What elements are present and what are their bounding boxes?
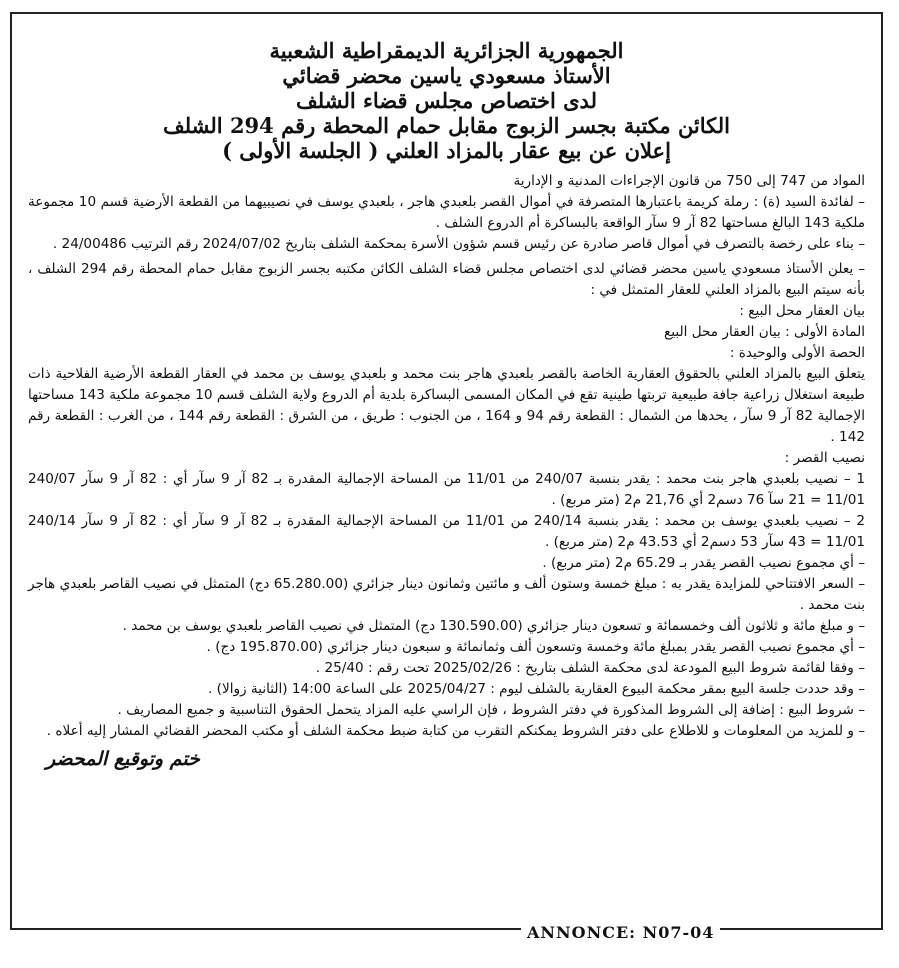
announcement-header [28,38,865,163]
announcement-title: إعلان عن بيع عقار بالمزاد العلني ( الجلسة الأولى ) [222,138,671,163]
total-price: – أي مجموع نصيب القصر يقدر بمبلغ مائة وخمسة وتسعون ألف وثمانمائة و سبعون دينار جزائري (195.870.00 دج) . [206,639,865,655]
announcement-body [28,171,865,742]
opening-price: – السعر الافتتاحي للمزايدة يقدر به : مبلغ خمسة وستون ألف و مائتين وثمانون دينار جزائري (65.280.00 دج) المتمثل في نصيب القاصر بلعبدي هاجر بنت محمد . [28,576,865,613]
office-address: الكائن مكتبة بجسر الزبوج مقابل حمام المحطة رقم 294 الشلف [162,113,731,138]
property-heading: بيان العقار محل البيع : [739,303,865,319]
more-info: – و للمزيد من المعلومات و للاطلاع على دفتر الشروط يمكنكم التقرب من كتابة ضبط محكمة الشلف أو مكتب المحضر القضائي المشار إليه أعلاه . [46,723,865,739]
announcement-paragraph: – يعلن الأستاذ مسعودي ياسين محضر قضائي لدى اختصاص مجلس قضاء الشلف الكائن مكتبه بجسر الزبوج مقابل حمام المحطة رقم 294 الشلف ، بأنه سيتم البيع بالمزاد العلني للعقار المتمثل في : [28,261,865,298]
lot-heading: الحصة الأولى والوحيدة : [729,345,865,361]
sale-conditions: – شروط البيع : إضافة إلى الشروط المذكورة في دفتر الشروط ، فإن الراسي عليه المزاد يتحمل الحقوق التناسبية و جميع المصاريف . [117,702,865,718]
share-youcef: 2 – نصيب بلعبدي يوسف بن محمد : يقدر بنسبة 240/14 من 11/01 من المساحة الإجمالية المقدرة بـ 82 آر 9 سآر أي : 82 آر 9 سآر 240/14 11/01 = 43 سآر 53 دسم2 أي 43.53 م2 (متر مربع) . [28,513,865,550]
auction-session: – وقد حددت جلسة البيع بمقر محكمة البيوع العقارية بالشلف ليوم : 2025/04/27 على الساعة 14:00 (الثانية زوالا) . [208,681,865,697]
minors-share-heading: نصيب القصر : [784,450,865,466]
total-area: – أي مجموع نصيب القصر يقدر بـ 65.29 م2 (متر مربع) . [542,555,865,571]
beneficiary-paragraph: – لفائدة السيد (ة) : رملة كريمة باعتبارها المتصرفة في أموال القصر بلعبدي هاجر ، بلعبدي يوسف في نصيبيهما من القطعة الأرضية قسم 10 مجموعة ملكية 143 البالغ مساحتها 82 آر 9 سآر الواقعة بالبساكرة أم الدروع الشلف . [28,194,865,231]
share-hajer: 1 – نصيب بلعبدي هاجر بنت محمد : يقدر بنسبة 240/07 من 11/01 من المساحة الإجمالية المقدرة بـ 82 آر 9 سآر أي : 82 آر 9 سآر 240/07 11/01 = 21 سآ 76 دسم2 أي 21,76 م2 (متر مربع) . [28,471,865,508]
signature: ختم وتوقيع المحضر [46,748,200,770]
authorization-paragraph: – بناء على رخصة بالتصرف في أموال قاصر صادرة عن رئيس قسم شؤون الأسرة بمحكمة الشلف بتاريخ 2024/07/02 رقم الترتيب 24/00486 . [52,236,865,252]
article-one: المادة الأولى : بيان العقار محل البيع [664,324,865,340]
property-description: يتعلق البيع بالمزاد العلني بالحقوق العقارية الخاصة بالقصر بلعبدي هاجر بنت محمد و بلعبدي يوسف بن محمد في العقار القطعة الأرضية الفلاحية ذات طبيعة استغلال زراعية جافة طبيعية تربتها طينية تقع في المكان المسمى البساكرة بلدية أم الدروع ولاية الشلف قسم 10 مجموعة ملكية 143 مساحتها الإجمالية 82 آر 9 سآر ، يحدها من الشمال : القطعة رقم 94 و 164 ، من الجنوب : طريق ، من الشرق : القطعة رقم 144 ، من الغرب : القطعة رقم 142 . [28,366,865,445]
annonce-number: ANNONCE: N07-04 [521,920,720,946]
republic-title: الجمهورية الجزائرية الديمقراطية الشعبية [269,38,624,63]
jurisdiction: لدى اختصاص مجلس قضاء الشلف [296,88,597,113]
conditions-deposit: – وفقا لقائمة شروط البيع المودعة لدى محكمة الشلف بتاريخ : 2025/02/26 تحت رقم : 25/40 . [315,660,865,676]
opening-price-youcef: – و مبلغ مائة و ثلاثون ألف وخمسمائة و تسعون دينار جزائري (130.590.00 دج) المتمثل في نصيب القاصر بلعبدي يوسف بن محمد . [122,618,865,634]
announcement-frame [10,12,883,930]
bailiff-name: الأستاذ مسعودي ياسين محضر قضائي [282,63,611,88]
legal-articles: المواد من 747 إلى 750 من قانون الإجراءات المدنية و الإدارية [513,173,865,189]
